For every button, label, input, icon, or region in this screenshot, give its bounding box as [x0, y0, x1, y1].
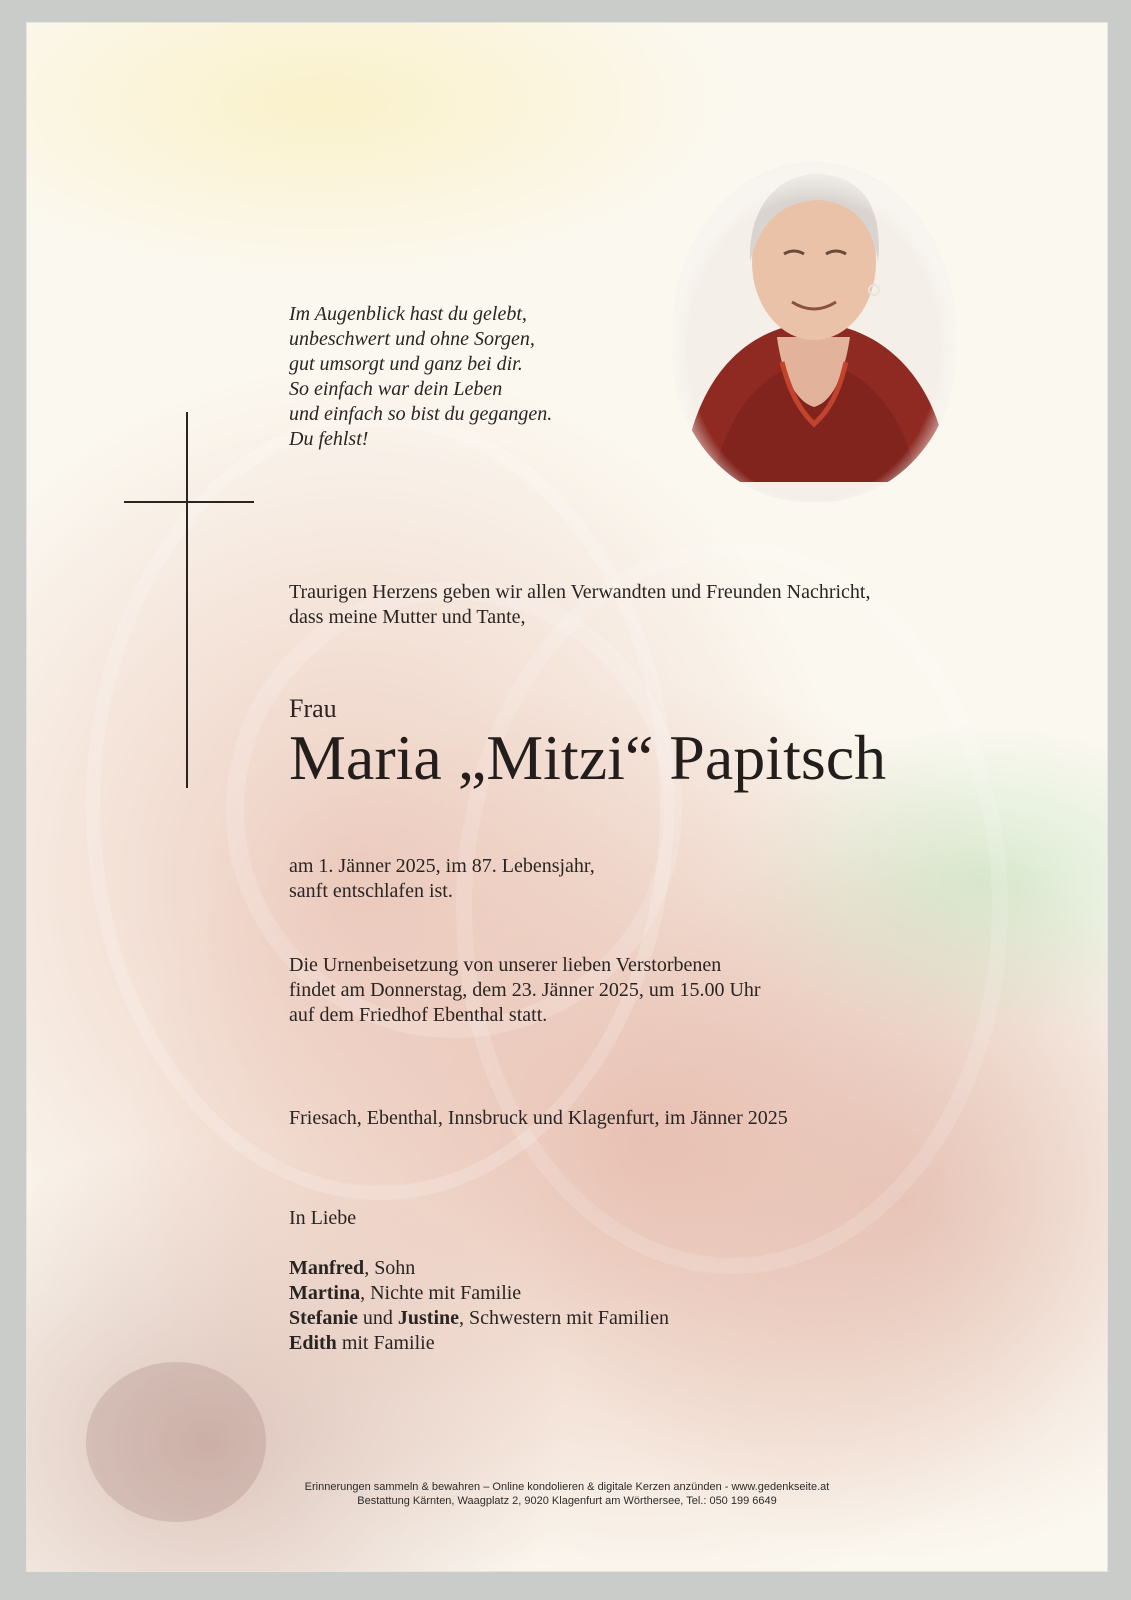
burial-line: Die Urnenbeisetzung von unserer lieben Verstorbenen — [289, 954, 722, 976]
honorific: Frau — [289, 694, 337, 723]
poem-line: gut umsorgt und ganz bei dir. — [289, 353, 523, 375]
rose-petal-decoration — [86, 412, 674, 1200]
mourner-name: Justine — [397, 1307, 460, 1329]
death-notice — [289, 854, 595, 904]
mourner-name: Manfred — [289, 1257, 365, 1279]
mourner-relation: , Nichte mit Familie — [360, 1282, 522, 1304]
burial-notice — [289, 953, 761, 1028]
poem-line: So einfach war dein Leben — [289, 378, 503, 400]
mourner-line — [289, 1331, 669, 1356]
mourner-conjunction: und — [357, 1307, 398, 1329]
cross-vertical-bar — [186, 412, 188, 788]
mourner-name: Edith — [289, 1332, 337, 1354]
rose-petal-decoration — [456, 542, 1008, 1274]
poem-line: und einfach so bist du gegangen. — [289, 403, 553, 425]
portrait-illustration — [672, 162, 956, 502]
footer — [26, 1480, 1108, 1508]
burial-line: auf dem Friedhof Ebenthal statt. — [289, 1004, 548, 1026]
cross-horizontal-bar — [124, 501, 254, 503]
mourners-list — [289, 1256, 669, 1356]
closing-phrase: In Liebe — [289, 1207, 357, 1229]
memorial-poem — [289, 302, 552, 452]
mourner-line — [289, 1256, 669, 1281]
footer-line-website: Erinnerungen sammeln & bewahren – Online kondolieren & digitale Kerzen anzünden - www.gedenkseite.at — [304, 1481, 830, 1493]
intro-line: Traurigen Herzens geben wir allen Verwandten und Freunden Nachricht, — [289, 581, 871, 603]
obituary-sheet — [26, 22, 1108, 1572]
burial-line: findet am Donnerstag, dem 23. Jänner 2025, um 15.00 Uhr — [289, 979, 761, 1001]
mourner-relation: , Sohn — [364, 1257, 416, 1279]
footer-line-address: Bestattung Kärnten, Waagplatz 2, 9020 Klagenfurt am Wörthersee, Tel.: 050 199 6649 — [357, 1495, 777, 1507]
mourner-name: Stefanie — [289, 1307, 358, 1329]
mourner-name: Martina — [289, 1282, 361, 1304]
poem-line: Im Augenblick hast du gelebt, — [289, 303, 527, 325]
mourner-line — [289, 1306, 669, 1331]
death-line: am 1. Jänner 2025, im 87. Lebensjahr, — [289, 855, 595, 877]
place-and-date: Friesach, Ebenthal, Innsbruck und Klagenfurt, im Jänner 2025 — [289, 1107, 788, 1129]
poem-line: Du fehlst! — [289, 428, 369, 450]
intro-line: dass meine Mutter und Tante, — [289, 606, 526, 628]
deceased-name: Maria „Mitzi“ Papitsch — [289, 722, 887, 793]
mourner-relation: , Schwestern mit Familien — [459, 1307, 669, 1329]
mourner-relation: mit Familie — [336, 1332, 435, 1354]
poem-line: unbeschwert und ohne Sorgen, — [289, 328, 535, 350]
portrait-photo — [672, 162, 956, 502]
announcement-intro — [289, 580, 870, 630]
mourner-line — [289, 1281, 669, 1306]
death-line: sanft entschlafen ist. — [289, 880, 453, 902]
